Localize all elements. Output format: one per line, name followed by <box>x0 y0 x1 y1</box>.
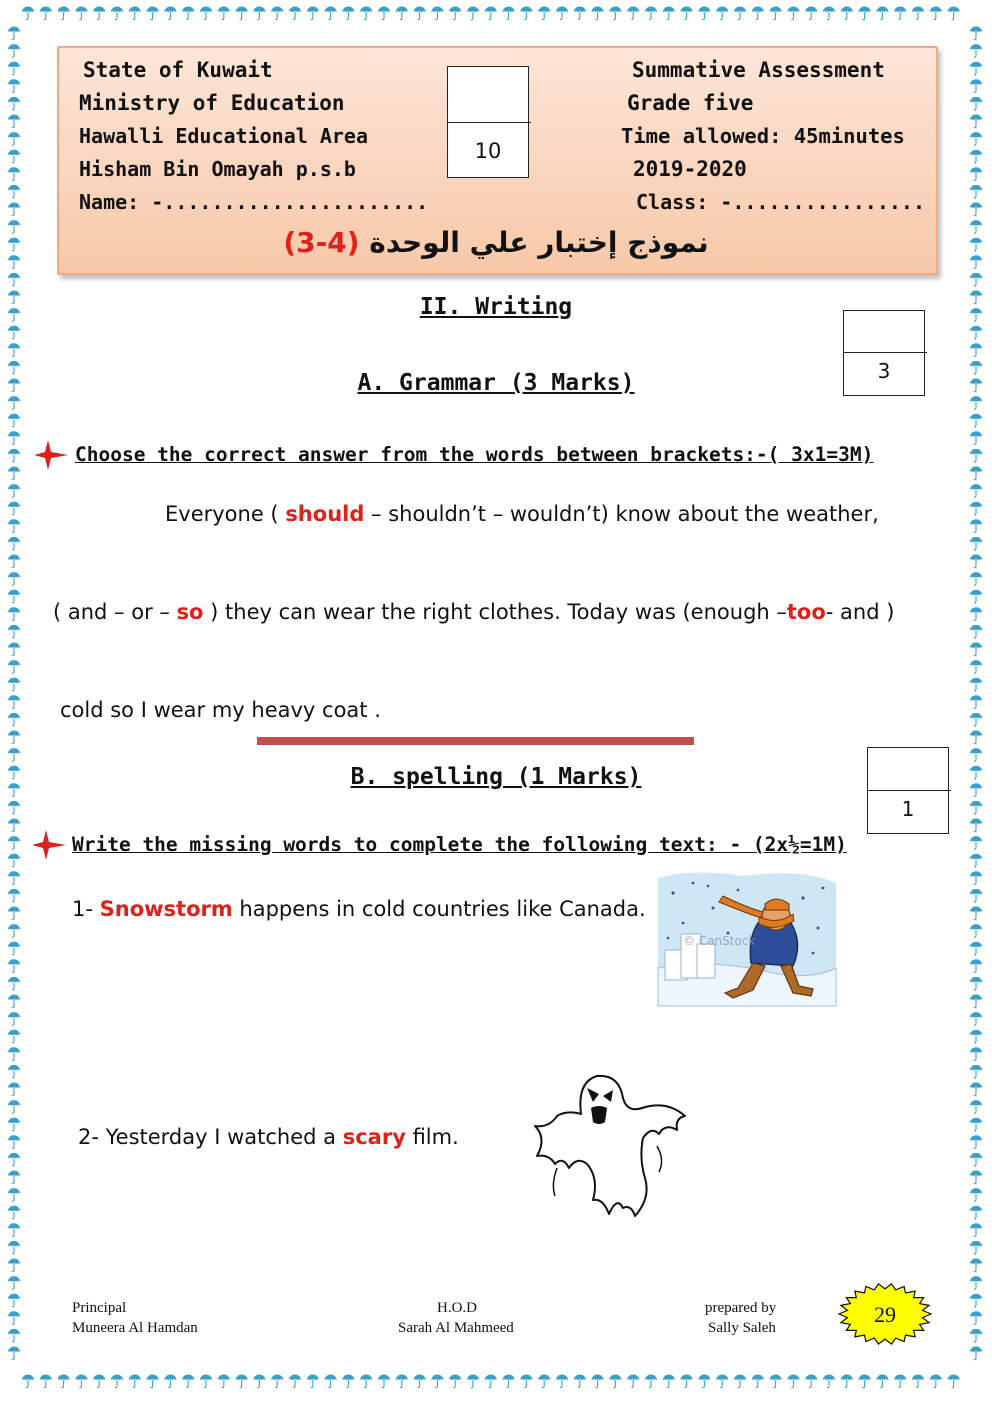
header-name-field: Name: -...................... <box>79 190 429 214</box>
umbrella-icon <box>823 7 835 20</box>
umbrella-icon <box>40 7 52 20</box>
umbrella-icon <box>271 7 283 20</box>
umbrella-icon <box>970 995 982 1008</box>
umbrella-icon <box>970 1294 982 1307</box>
umbrella-icon <box>970 643 982 656</box>
umbrella-icon <box>378 7 390 20</box>
grammar-line-3: cold so I wear my heavy coat . <box>60 698 381 722</box>
umbrella-icon <box>236 1375 248 1388</box>
umbrella-icon <box>289 1375 301 1388</box>
spelling-item-2-post: film. <box>405 1125 459 1149</box>
umbrella-icon <box>627 7 639 20</box>
umbrella-icon <box>8 907 20 920</box>
umbrella-icon <box>970 132 982 145</box>
umbrella-icon <box>970 484 982 497</box>
umbrella-icon <box>8 273 20 286</box>
umbrella-icon <box>970 203 982 216</box>
umbrella-icon <box>8 467 20 480</box>
umbrella-icon <box>663 1375 675 1388</box>
umbrella-icon <box>970 1206 982 1219</box>
umbrella-icon <box>8 1276 20 1289</box>
umbrella-icon <box>970 1347 982 1360</box>
umbrella-icon <box>538 1375 550 1388</box>
umbrella-icon <box>22 7 34 20</box>
umbrella-icon <box>716 1375 728 1388</box>
spelling-instruction: Write the missing words to complete the following text: - (2x½=1M) <box>72 833 847 856</box>
section-divider <box>257 737 694 745</box>
umbrella-icon <box>970 1135 982 1148</box>
umbrella-icon <box>970 819 982 832</box>
umbrella-icon <box>970 1030 982 1043</box>
umbrella-icon <box>8 1311 20 1324</box>
umbrella-icon <box>8 1223 20 1236</box>
footer-principal-label: Principal <box>72 1300 127 1316</box>
spelling-answer-2: scary <box>342 1125 406 1149</box>
footer-principal-name: Muneera Al Hamdan <box>72 1320 198 1336</box>
umbrella-icon <box>970 748 982 761</box>
spelling-item-2 <box>78 1125 459 1149</box>
umbrella-icon <box>538 7 550 20</box>
umbrella-icon <box>8 819 20 832</box>
umbrella-icon <box>129 7 141 20</box>
section-title-writing: II. Writing <box>419 294 573 320</box>
umbrella-icon <box>360 7 372 20</box>
umbrella-icon <box>859 1375 871 1388</box>
umbrella-icon <box>485 1375 497 1388</box>
umbrella-icon <box>271 1375 283 1388</box>
grammar-line-2-post: - and ) <box>825 600 895 624</box>
page-number-badge <box>836 1280 934 1348</box>
umbrella-icon <box>164 7 176 20</box>
umbrella-icon <box>752 7 764 20</box>
grammar-score: 3 <box>877 359 891 383</box>
umbrella-icon <box>236 7 248 20</box>
umbrella-icon <box>970 79 982 92</box>
header-time: Time allowed: 45minutes <box>621 124 905 148</box>
canstock-watermark: © CanStock <box>683 934 756 948</box>
ghost-illustration <box>527 1068 689 1220</box>
umbrella-icon <box>970 1241 982 1254</box>
umbrella-icon <box>970 607 982 620</box>
umbrella-icon <box>970 519 982 532</box>
umbrella-icon <box>111 7 123 20</box>
umbrella-icon <box>716 7 728 20</box>
umbrella-icon <box>8 115 20 128</box>
umbrella-icon <box>325 7 337 20</box>
umbrella-icon <box>8 1206 20 1219</box>
umbrella-icon <box>8 449 20 462</box>
umbrella-icon <box>970 44 982 57</box>
umbrella-icon <box>970 907 982 920</box>
spelling-item-1-pre: 1- <box>72 897 100 921</box>
footer-hod-label: H.O.D <box>437 1300 477 1316</box>
umbrella-icon <box>970 115 982 128</box>
umbrella-icon <box>342 7 354 20</box>
umbrella-icon <box>8 167 20 180</box>
umbrella-icon <box>111 1375 123 1388</box>
umbrella-icon <box>970 854 982 867</box>
umbrella-icon <box>8 396 20 409</box>
umbrella-icon <box>8 431 20 444</box>
umbrella-icon <box>970 1329 982 1342</box>
umbrella-icon <box>876 7 888 20</box>
umbrella-icon <box>787 7 799 20</box>
umbrella-icon <box>8 62 20 75</box>
umbrella-icon <box>698 1375 710 1388</box>
umbrella-icon <box>449 1375 461 1388</box>
umbrella-icon <box>8 343 20 356</box>
umbrella-icon <box>8 871 20 884</box>
umbrella-icon <box>876 1375 888 1388</box>
umbrella-icon <box>200 1375 212 1388</box>
umbrella-icon <box>970 1259 982 1272</box>
umbrella-icon <box>147 1375 159 1388</box>
umbrella-icon <box>8 537 20 550</box>
umbrella-icon <box>8 79 20 92</box>
umbrella-icon <box>627 1375 639 1388</box>
umbrella-icon <box>58 1375 70 1388</box>
umbrella-icon <box>8 1153 20 1166</box>
umbrella-icon <box>129 1375 141 1388</box>
umbrella-icon <box>841 1375 853 1388</box>
umbrella-icon <box>970 467 982 480</box>
umbrella-icon <box>912 7 924 20</box>
umbrella-icon <box>556 1375 568 1388</box>
umbrella-icon <box>8 695 20 708</box>
umbrella-icon <box>200 7 212 20</box>
umbrella-icon <box>8 132 20 145</box>
umbrella-icon <box>8 185 20 198</box>
umbrella-icon <box>970 1118 982 1131</box>
page-number: 29 <box>874 1302 896 1327</box>
header-year: 2019-2020 <box>633 157 747 181</box>
umbrella-icon <box>681 1375 693 1388</box>
umbrella-icon <box>970 502 982 515</box>
umbrella-icon <box>970 431 982 444</box>
umbrella-icon <box>431 1375 443 1388</box>
umbrella-icon <box>164 1375 176 1388</box>
umbrella-icon <box>8 1329 20 1342</box>
umbrella-icon <box>770 7 782 20</box>
umbrella-icon <box>970 1100 982 1113</box>
header-state: State of Kuwait <box>83 58 273 82</box>
umbrella-icon <box>970 1065 982 1078</box>
header-school: Hisham Bin Omayah p.s.b <box>79 157 356 181</box>
grammar-line-1-post: – shouldn’t – wouldn’t) know about the weather, <box>364 502 879 526</box>
umbrella-icon <box>970 977 982 990</box>
spelling-score-box <box>867 747 949 834</box>
umbrella-icon <box>663 7 675 20</box>
umbrella-icon <box>8 1100 20 1113</box>
grammar-instruction: Choose the correct answer from the words between brackets:-( 3x1=3M) <box>75 443 874 466</box>
umbrella-icon <box>8 607 20 620</box>
umbrella-icon <box>970 695 982 708</box>
grammar-line-1-pre: Everyone ( <box>165 502 286 526</box>
footer-hod-name: Sarah Al Mahmeed <box>398 1320 514 1336</box>
umbrella-icon <box>75 1375 87 1388</box>
umbrella-icon <box>970 731 982 744</box>
umbrella-icon <box>40 1375 52 1388</box>
umbrella-icon <box>75 7 87 20</box>
umbrella-icon <box>970 167 982 180</box>
umbrella-icon <box>8 1188 20 1201</box>
umbrella-icon <box>182 7 194 20</box>
umbrella-icon <box>970 1153 982 1166</box>
umbrella-icon <box>698 7 710 20</box>
footer-prepared-name: Sally Saleh <box>708 1320 776 1336</box>
umbrella-icon <box>574 1375 586 1388</box>
umbrella-icon <box>8 977 20 990</box>
umbrella-icon <box>787 1375 799 1388</box>
umbrella-icon <box>970 1276 982 1289</box>
umbrella-icon <box>8 1030 20 1043</box>
umbrella-icon <box>8 1347 20 1360</box>
umbrella-icon <box>970 924 982 937</box>
umbrella-icon <box>970 27 982 40</box>
umbrella-icon <box>8 678 20 691</box>
umbrella-icon <box>574 7 586 20</box>
umbrella-icon <box>307 1375 319 1388</box>
umbrella-icon <box>8 1241 20 1254</box>
umbrella-icon <box>8 502 20 515</box>
umbrella-icon <box>8 889 20 902</box>
umbrella-icon <box>414 7 426 20</box>
umbrella-icon <box>396 1375 408 1388</box>
umbrella-icon <box>912 1375 924 1388</box>
umbrella-icon <box>22 1375 34 1388</box>
red-star-icon <box>32 830 68 860</box>
umbrella-icon <box>253 1375 265 1388</box>
umbrella-icon <box>147 7 159 20</box>
spelling-title: B. spelling (1 Marks) <box>350 764 642 790</box>
umbrella-icon <box>8 959 20 972</box>
umbrella-icon <box>805 1375 817 1388</box>
umbrella-icon <box>970 836 982 849</box>
umbrella-icon <box>467 7 479 20</box>
umbrella-icon <box>8 519 20 532</box>
umbrella-icon <box>8 643 20 656</box>
umbrella-icon <box>948 7 960 20</box>
umbrella-icon <box>970 625 982 638</box>
umbrella-icon <box>930 1375 942 1388</box>
umbrella-icon <box>218 1375 230 1388</box>
umbrella-icon <box>970 449 982 462</box>
umbrella-icon <box>823 1375 835 1388</box>
umbrella-icon <box>8 1294 20 1307</box>
spelling-item-2-pre: 2- Yesterday I watched a <box>78 1125 343 1149</box>
umbrella-icon <box>970 801 982 814</box>
total-score-box <box>447 66 529 178</box>
umbrella-icon <box>8 1065 20 1078</box>
umbrella-icon <box>609 7 621 20</box>
umbrella-icon <box>734 7 746 20</box>
umbrella-icon <box>970 1083 982 1096</box>
umbrella-icon <box>970 62 982 75</box>
umbrella-icon <box>734 1375 746 1388</box>
umbrella-icon <box>770 1375 782 1388</box>
umbrella-icon <box>8 748 20 761</box>
umbrella-icon <box>520 7 532 20</box>
umbrella-icon <box>8 660 20 673</box>
snowstorm-illustration <box>653 868 841 1008</box>
umbrella-icon <box>485 7 497 20</box>
umbrella-icon <box>8 1118 20 1131</box>
umbrella-icon <box>58 7 70 20</box>
umbrella-icon <box>8 484 20 497</box>
umbrella-icon <box>8 326 20 339</box>
umbrella-icon <box>970 537 982 550</box>
header-assessment: Summative Assessment <box>632 58 885 82</box>
umbrella-icon <box>592 1375 604 1388</box>
umbrella-icon <box>520 1375 532 1388</box>
umbrella-icon <box>592 7 604 20</box>
umbrella-icon <box>8 1012 20 1025</box>
umbrella-icon <box>8 1083 20 1096</box>
header-area: Hawalli Educational Area <box>79 124 368 148</box>
umbrella-icon <box>970 713 982 726</box>
umbrella-icon <box>8 555 20 568</box>
umbrella-icon <box>970 572 982 585</box>
spelling-answer-1: Snowstorm <box>99 897 233 921</box>
umbrella-icon <box>894 1375 906 1388</box>
umbrella-icon <box>8 1171 20 1184</box>
umbrella-icon <box>8 942 20 955</box>
umbrella-icon <box>970 1223 982 1236</box>
header-ministry: Ministry of Education <box>79 91 345 115</box>
umbrella-icon <box>8 854 20 867</box>
umbrella-icon <box>8 572 20 585</box>
header-class-field: Class: -................ <box>636 190 925 214</box>
umbrella-icon <box>970 660 982 673</box>
total-score: 10 <box>474 139 502 163</box>
umbrella-icon <box>503 7 515 20</box>
umbrella-icon <box>894 7 906 20</box>
umbrella-icon <box>253 7 265 20</box>
grammar-line-2-pre: ( and – or – <box>53 600 177 624</box>
umbrella-icon <box>859 7 871 20</box>
umbrella-icon <box>342 1375 354 1388</box>
umbrella-icon <box>396 7 408 20</box>
umbrella-icon <box>970 396 982 409</box>
umbrella-icon <box>289 7 301 20</box>
umbrella-icon <box>182 1375 194 1388</box>
umbrella-icon <box>930 7 942 20</box>
umbrella-icon <box>93 1375 105 1388</box>
umbrella-icon <box>8 27 20 40</box>
umbrella-icon <box>970 871 982 884</box>
umbrella-icon <box>93 7 105 20</box>
umbrella-icon <box>503 1375 515 1388</box>
umbrella-icon <box>645 1375 657 1388</box>
grammar-answer-1: should <box>285 502 365 526</box>
umbrella-icon <box>8 44 20 57</box>
umbrella-icon <box>8 801 20 814</box>
umbrella-icon <box>970 555 982 568</box>
umbrella-icon <box>8 713 20 726</box>
umbrella-icon <box>645 7 657 20</box>
umbrella-icon <box>8 1135 20 1148</box>
umbrella-icon <box>970 889 982 902</box>
umbrella-icon <box>970 678 982 691</box>
umbrella-icon <box>8 995 20 1008</box>
arabic-title-text: نموذج إختبار علي الوحدة <box>369 226 709 259</box>
umbrella-icon <box>970 959 982 972</box>
umbrella-icon <box>8 924 20 937</box>
umbrella-icon <box>8 203 20 216</box>
umbrella-icon <box>841 7 853 20</box>
umbrella-icon <box>970 343 982 356</box>
umbrella-icon <box>8 97 20 110</box>
grammar-answer-2: so <box>176 600 204 624</box>
umbrella-icon <box>360 1375 372 1388</box>
footer-prepared-label: prepared by <box>705 1300 777 1316</box>
umbrella-icon <box>467 1375 479 1388</box>
umbrella-icon <box>414 1375 426 1388</box>
umbrella-icon <box>970 185 982 198</box>
umbrella-icon <box>8 590 20 603</box>
grammar-line-2 <box>53 600 894 624</box>
umbrella-icon <box>970 326 982 339</box>
grammar-line-1 <box>165 502 879 526</box>
umbrella-icon <box>8 414 20 427</box>
spelling-item-1-post: happens in cold countries like Canada. <box>232 897 646 921</box>
header-grade: Grade five <box>627 91 754 115</box>
umbrella-icon <box>970 1012 982 1025</box>
umbrella-icon <box>970 97 982 110</box>
umbrella-icon <box>325 1375 337 1388</box>
umbrella-icon <box>609 1375 621 1388</box>
umbrella-icon <box>8 1047 20 1060</box>
grammar-line-2-mid: ) they can wear the right clothes. Today was (enough – <box>203 600 787 624</box>
umbrella-icon <box>218 7 230 20</box>
umbrella-icon <box>970 942 982 955</box>
umbrella-icon <box>970 273 982 286</box>
umbrella-icon <box>8 731 20 744</box>
umbrella-icon <box>8 150 20 163</box>
spelling-score: 1 <box>901 797 915 821</box>
umbrella-icon <box>970 590 982 603</box>
arabic-exam-title <box>0 226 992 259</box>
grammar-title: A. Grammar (3 Marks) <box>357 370 635 396</box>
umbrella-icon <box>970 1047 982 1060</box>
umbrella-icon <box>8 836 20 849</box>
umbrella-icon <box>805 7 817 20</box>
umbrella-icon <box>970 1188 982 1201</box>
red-star-icon <box>34 440 70 470</box>
umbrella-icon <box>970 1311 982 1324</box>
umbrella-icon <box>449 7 461 20</box>
umbrella-icon <box>378 1375 390 1388</box>
umbrella-icon <box>970 414 982 427</box>
umbrella-icon <box>307 7 319 20</box>
umbrella-icon <box>948 1375 960 1388</box>
arabic-title-unit: (4-3) <box>283 226 360 259</box>
umbrella-icon <box>556 7 568 20</box>
umbrella-icon <box>8 625 20 638</box>
umbrella-icon <box>970 1171 982 1184</box>
spelling-item-1 <box>72 897 646 921</box>
umbrella-icon <box>8 1259 20 1272</box>
umbrella-icon <box>970 150 982 163</box>
umbrella-icon <box>752 1375 764 1388</box>
umbrella-icon <box>681 7 693 20</box>
grammar-answer-3: too <box>786 600 826 624</box>
umbrella-icon <box>431 7 443 20</box>
